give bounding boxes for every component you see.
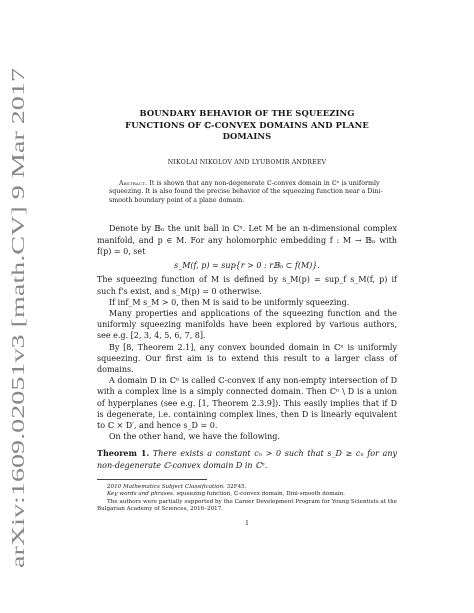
title-line-3: DOMAINS bbox=[222, 131, 272, 141]
footnote-support: The authors were partially supported by the Career Development Program for Young Scientists at the Bulgarian Academy of Sciences, 2016–2017. bbox=[97, 498, 397, 512]
paragraph-7: On the other hand, we have the following. bbox=[109, 432, 280, 442]
paper-content bbox=[97, 108, 397, 530]
keywords-label: Key words and phrases. bbox=[107, 491, 175, 498]
footnotes bbox=[97, 484, 397, 514]
paragraph-2: The squeezing function of M is defined by s_M(p) = sup_f s_M(f, p) if such f's exist, and s_M(p) = 0 otherwise. bbox=[97, 275, 397, 296]
authors-line: NIKOLAI NIKOLOV AND LYUBOMIR ANDREEV bbox=[167, 158, 327, 166]
paragraph-4: Many properties and applications of the squeezing function and the uniformly squeezing manifolds have been explored by various authors, see e.g. [2, 3, 4, 5, 6, 7, 8]. bbox=[97, 308, 397, 341]
paragraph-6: A domain D in ℂⁿ is called ℂ-convex if any non-empty intersection of D with a complex line is a simply connected domain. Then ℂⁿ \ D is a union of hyperplanes (see e.g. [1, Theorem 2.3.9]). This easily implies that if D is degenerate, i.e. containing complex lines, then D is linearly equivalent to ℂ × D′, and hence s_D = 0. bbox=[97, 376, 397, 430]
msc-value: 32F45. bbox=[226, 483, 247, 490]
equation-1: s_M(f, p) = sup{r > 0 : r𝔹ₙ ⊂ f(M)}. bbox=[174, 261, 320, 271]
arxiv-stamp bbox=[2, 68, 36, 568]
theorem-head: Theorem 1. bbox=[97, 448, 150, 459]
page-number: 1 bbox=[245, 520, 249, 528]
paragraph-5: By [8, Theorem 2.1], any convex bounded domain in ℂⁿ is uniformly squeezing. Our first aim is to extend this result to a larger class of domains. bbox=[97, 342, 397, 374]
footnote-rule bbox=[97, 479, 207, 480]
msc-label: 2010 Mathematics Subject Classification. bbox=[107, 483, 225, 490]
theorem-1 bbox=[97, 448, 397, 470]
paragraph-3: If inf_M s_M > 0, then M is said to be uniformly squeezing. bbox=[109, 297, 350, 307]
arxiv-id-text: arXiv:1609.02051v3 [math.CV] 9 Mar 2017 bbox=[8, 256, 28, 568]
abstract-label: Abstract. bbox=[119, 179, 148, 187]
title-line-1: BOUNDARY BEHAVIOR OF THE SQUEEZING bbox=[139, 108, 355, 118]
footnote-keywords bbox=[97, 491, 397, 498]
abstract-block bbox=[109, 180, 385, 206]
arxiv-stamp-svg bbox=[2, 68, 36, 568]
keywords-value: squeezing function, ℂ-convex domain, Dini-smooth domain. bbox=[176, 491, 346, 498]
footnote-msc bbox=[97, 484, 397, 491]
paper-title bbox=[97, 108, 397, 143]
abstract-text: It is shown that any non-degenerate ℂ-convex domain in ℂⁿ is uniformly squeezing. It is also found the precise behavior of the squeezing function near a Dini-smooth boundary point of a plane domain. bbox=[109, 179, 383, 204]
body-text bbox=[97, 223, 397, 470]
theorem-text: There exists a constant cₙ > 0 such that s_D ≥ cₙ for any non-degenerate ℂ-convex domain D in ℂⁿ. bbox=[97, 449, 397, 470]
title-line-2: FUNCTIONS OF ℂ-CONVEX DOMAINS AND PLANE bbox=[125, 119, 369, 130]
paragraph-1: Denote by 𝔹ₙ the unit ball in ℂⁿ. Let M be an n-dimensional complex manifold, and p ∈ M. For any holomorphic embedding f : M → 𝔹ₙ with f(p) = 0, set bbox=[97, 224, 397, 256]
